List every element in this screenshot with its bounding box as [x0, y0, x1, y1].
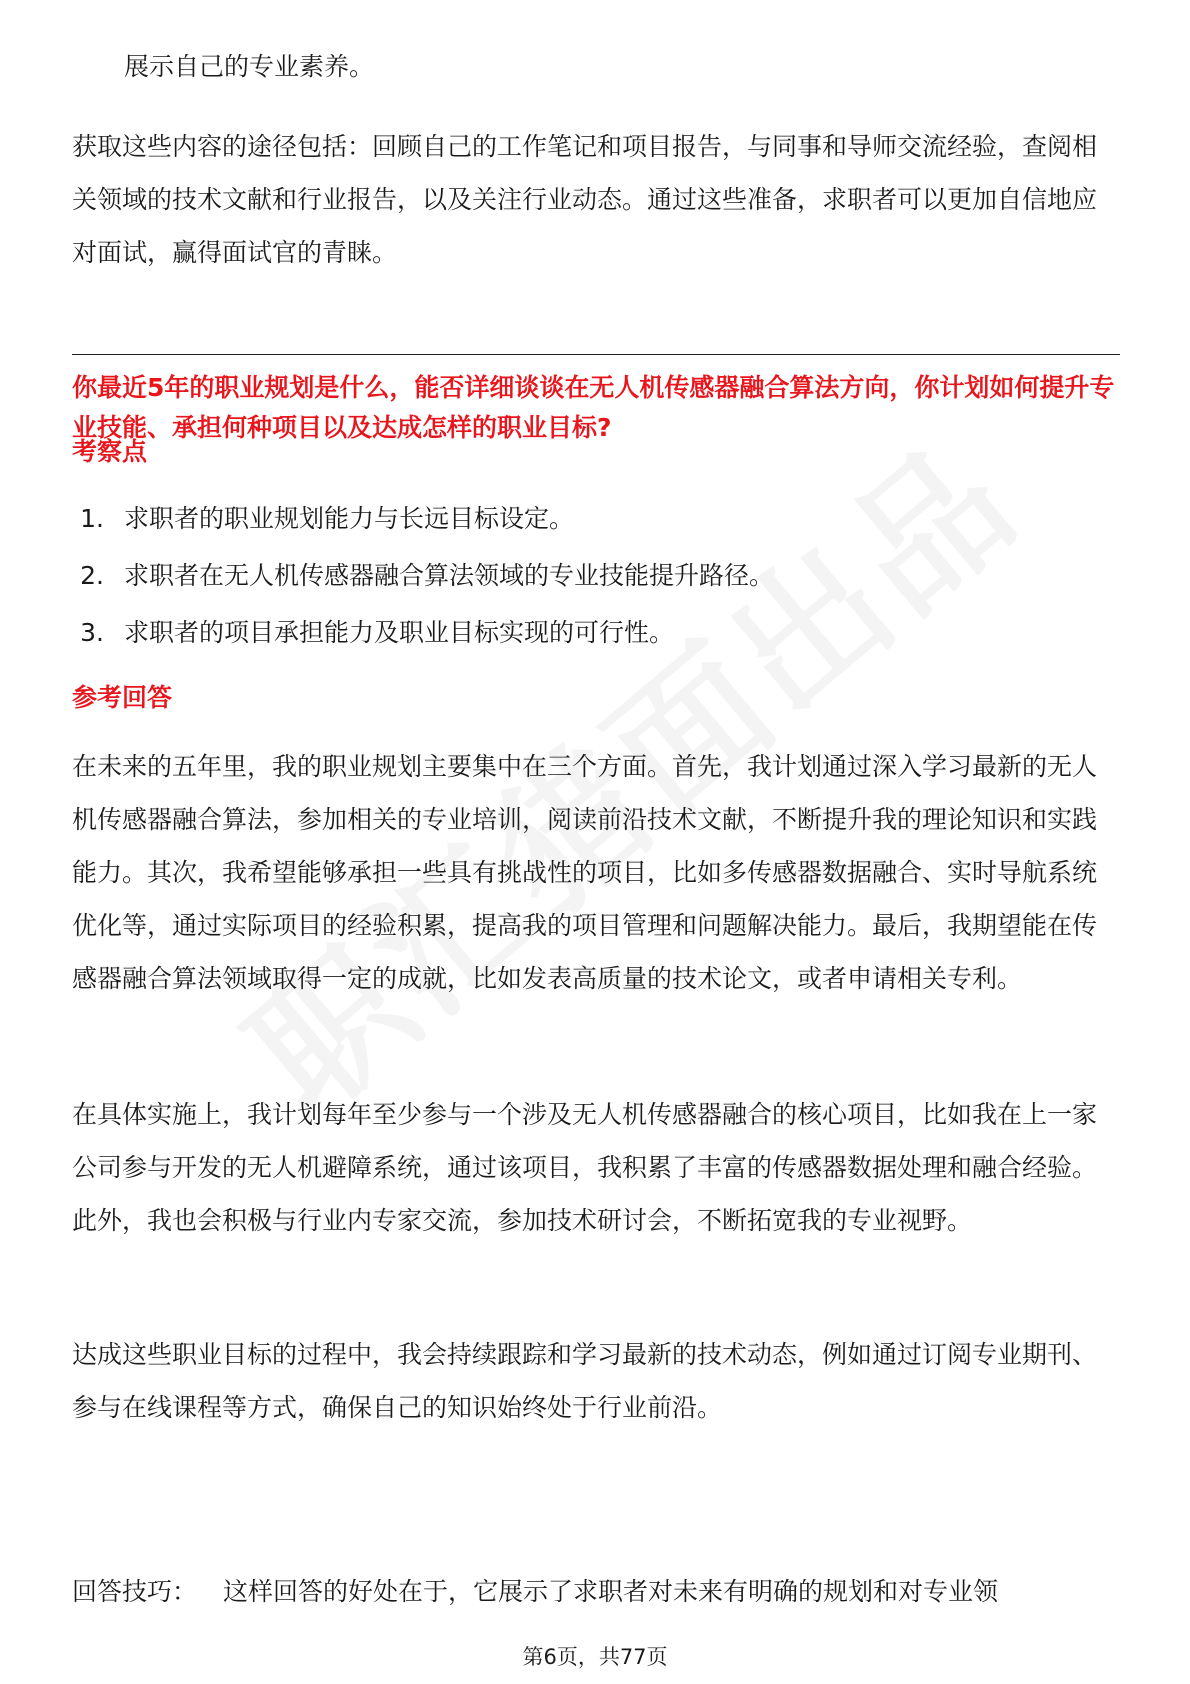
list-item: [72, 608, 1120, 665]
focus-heading: 考察点: [72, 437, 148, 466]
answer-paragraph: 在具体实施上，我计划每年至少参与一个涉及无人机传感器融合的核心项目，比如我在上一家公司参与开发的无人机避障系统，通过该项目，我积累了丰富的传感器数据处理和融合经验。此外，我也会积极与行业内专家交流，参加技术研讨会，不断拓宽我的专业视野。: [72, 1100, 1098, 1235]
list-text: 求职者在无人机传感器融合算法领域的专业技能提升路径。: [124, 561, 775, 590]
list-text: 求职者的项目承担能力及职业目标实现的可行性。: [124, 618, 675, 647]
list-number: 2.: [80, 561, 104, 590]
list-item: [72, 551, 1120, 608]
page-number: 第6页，共77页: [522, 1645, 668, 1669]
question-title: 你最近5年的职业规划是什么，能否详细谈谈在无人机传感器融合算法方向，你计划如何提升专业技能、承担何种项目以及达成怎样的职业目标?: [72, 373, 1115, 442]
list-item: [72, 494, 1120, 551]
intro-paragraph: 获取这些内容的途径包括：回顾自己的工作笔记和项目报告，与同事和导师交流经验，查阅相关领域的技术文献和行业报告，以及关注行业动态。通过这些准备，求职者可以更加自信地应对面试，赢得面试官的青睐。: [72, 132, 1098, 267]
list-number: 3.: [80, 618, 104, 647]
tip-text: 这样回答的好处在于，它展示了求职者对未来有明确的规划和对专业领: [223, 1577, 999, 1606]
tip-label: 回答技巧：: [72, 1577, 198, 1606]
focus-list: [72, 494, 1120, 665]
answer-paragraph: 达成这些职业目标的过程中，我会持续跟踪和学习最新的技术动态，例如通过订阅专业期刊、参与在线课程等方式，确保自己的知识始终处于行业前沿。: [72, 1340, 1098, 1422]
list-text: 求职者的职业规划能力与长远目标设定。: [124, 504, 575, 533]
answer-tip: [72, 1572, 1132, 1612]
answer-heading: 参考回答: [72, 683, 173, 712]
list-number: 1.: [80, 504, 104, 533]
continuation-text: 展示自己的专业素养。: [124, 52, 375, 81]
section-divider: [72, 354, 1120, 355]
answer-paragraph: 在未来的五年里，我的职业规划主要集中在三个方面。首先，我计划通过深入学习最新的无人机传感器融合算法，参加相关的专业培训，阅读前沿技术文献，不断提升我的理论知识和实践能力。其次，我希望能够承担一些具有挑战性的项目，比如多传感器数据融合、实时导航系统优化等，通过实际项目的经验积累，提高我的项目管理和问题解决能力。最后，我期望能在传感器融合算法领域取得一定的成就，比如发表高质量的技术论文，或者申请相关专利。: [72, 752, 1098, 993]
